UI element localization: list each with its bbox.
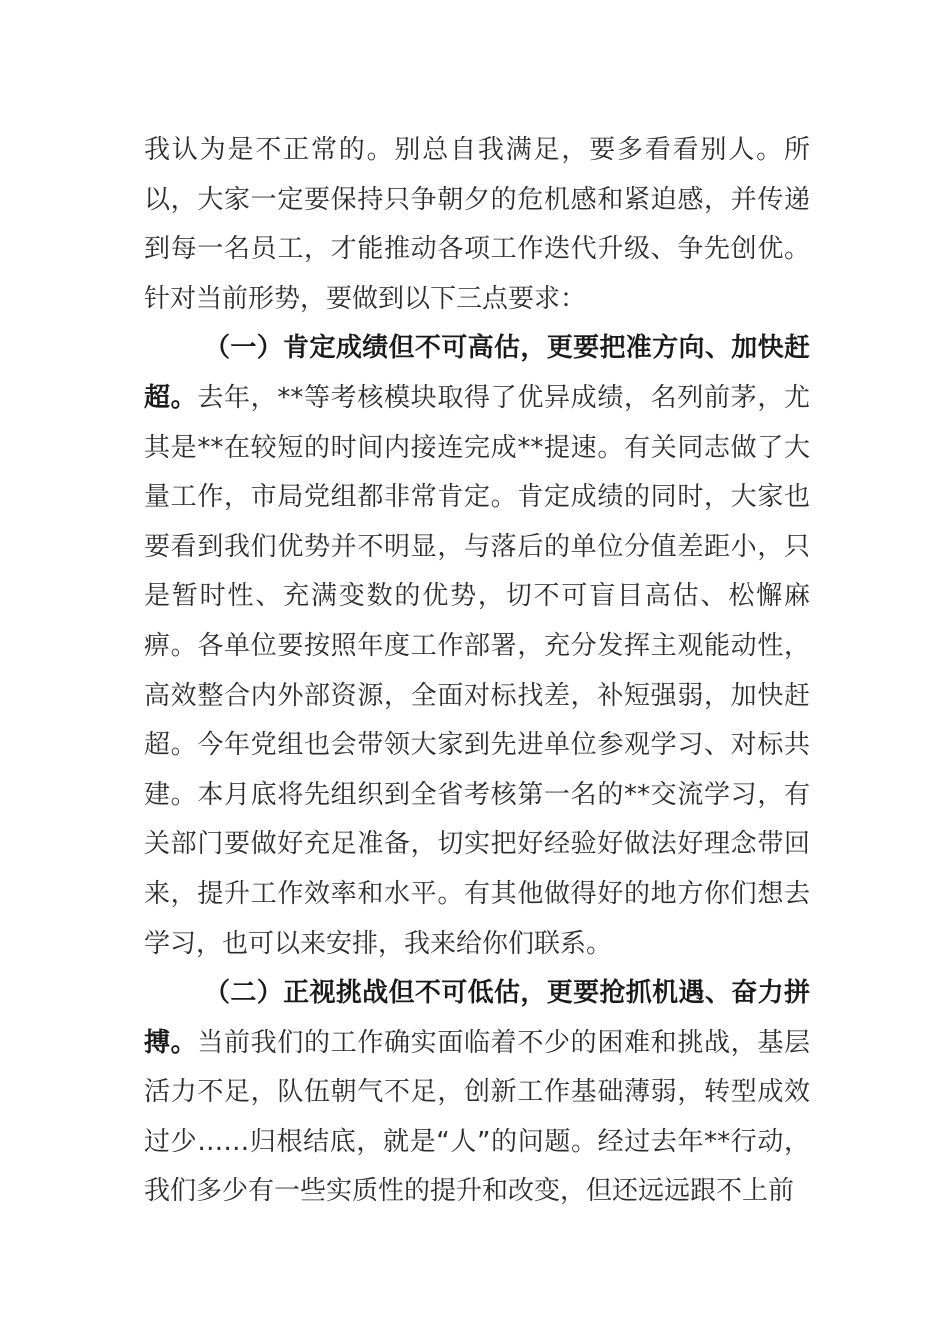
document-body	[144, 126, 810, 1217]
point-one-heading: （一）肯定成绩但不可高估，更要把准方向、加快赶超。	[144, 333, 810, 413]
paragraph-point-two	[144, 969, 810, 1217]
point-two-text: 当前我们的工作确实面临着不少的困难和挑战，基层活力不足，队伍朝气不足，创新工作基础薄弱，转型成效过少……归根结底，就是“人”的问题。经过去年**行动，我们多少有一些实质性的提升和改变，但还远远跟不上前	[144, 1027, 810, 1207]
paragraph-point-one	[144, 324, 810, 969]
point-one-text: 去年，**等考核模块取得了优异成绩，名列前茅，尤其是**在较短的时间内接连完成**提速。有关同志做了大量工作，市局党组都非常肯定。肯定成绩的同时，大家也要看到我们优势并不明显，与落后的单位分值差距小，只是暂时性、充满变数的优势，切不可盲目高估、松懈麻痹。各单位要按照年度工作部署，充分发挥主观能动性，高效整合内外部资源，全面对标找差，补短强弱，加快赶超。今年党组也会带领大家到先进单位参观学习、对标共建。本月底将先组织到全省考核第一名的**交流学习，有关部门要做好充足准备，切实把好经验好做法好理念带回来，提升工作效率和水平。有其他做得好的地方你们想去学习，也可以来安排，我来给你们联系。	[144, 382, 810, 959]
paragraph-intro	[144, 126, 810, 324]
point-two-heading: （二）正视挑战但不可低估，更要抢抓机遇、奋力拼搏。	[144, 978, 810, 1058]
paragraph-intro-text: 我认为是不正常的。别总自我满足，要多看看别人。所以，大家一定要保持只争朝夕的危机感和紧迫感，并传递到每一名员工，才能推动各项工作迭代升级、争先创优。针对当前形势，要做到以下三点要求：	[144, 135, 810, 314]
